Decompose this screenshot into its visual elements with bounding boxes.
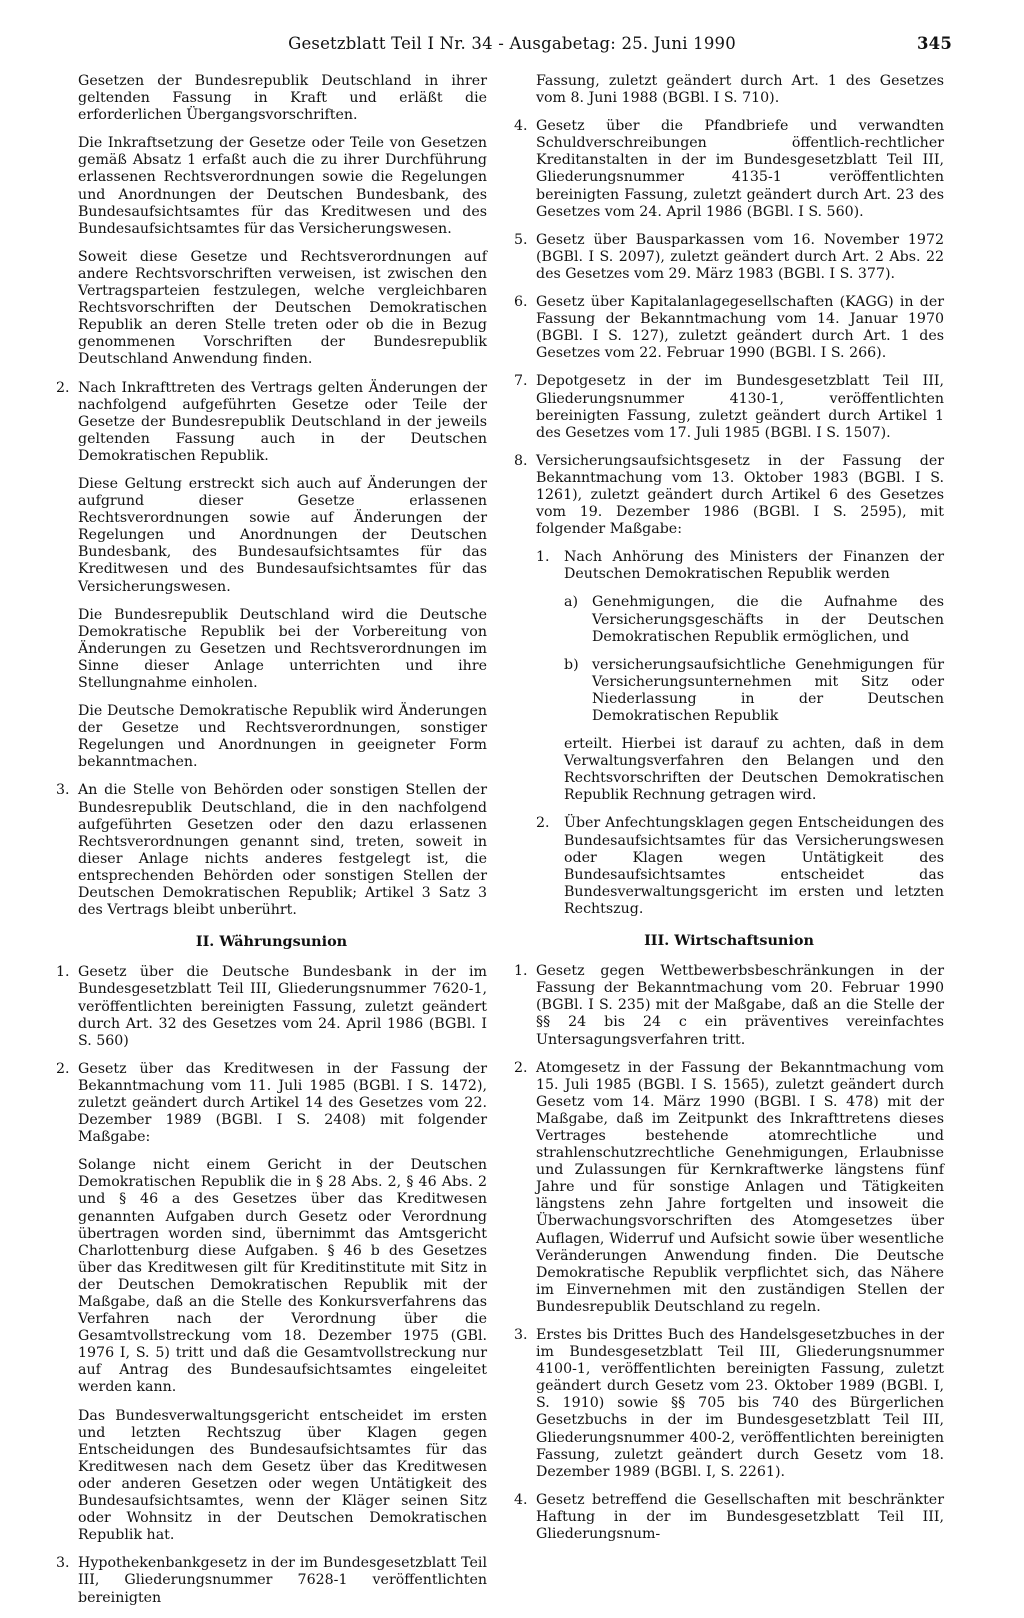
letter-item — [564, 657, 944, 725]
paragraph: Soweit diese Gesetze und Rechtsverordnungen auf andere Rechtsvorschriften verweisen, ist zwischen den Vertragsparteien festzulegen, welche vergleichbaren Rechtsvorschriften der Deutschen Demokratischen Republik an deren Stelle treten oder ob die in Bezug genommenen Vorschriften der Bundesrepublik Deutschland Anwendung finden. — [78, 248, 487, 368]
paragraph: Hypothekenbankgesetz in der im Bundesgesetzblatt Teil III, Gliederungsnummer 7628-1 veröffentlichten bereinigten — [78, 1555, 487, 1606]
item-number: 6. — [514, 294, 528, 311]
letter-item — [564, 594, 944, 645]
sub-item — [536, 815, 944, 918]
paragraph: Die Bundesrepublik Deutschland wird die Deutsche Demokratische Republik bei der Vorbereitung von Änderungen zu Gesetzen und Rechtsverordnungen im Sinne dieser Anlage unterrichten und ihre Stellungnahme einholen. — [78, 606, 487, 691]
section-heading: III. Wirtschaftsunion — [644, 932, 814, 950]
paragraph: Gesetz über die Pfandbriefe und verwandten Schuldverschreibungen öffentlich-rechtlicher Kreditanstalten in der im Bundesgesetzblatt Teil III, Gliederungsnummer 4135-1 veröffentlichten bereinigten Fassung, zuletzt geändert durch Art. 23 des Gesetzes vom 24. April 1986 (BGBl. I S. 560). — [536, 118, 944, 220]
paragraph: Über Anfechtungsklagen gegen Entscheidungen des Bundesaufsichtsamtes für das Versicherungswesen oder Klagen wegen Untätigkeit des Bundesaufsichtsamtes entscheidet das Bundesverwaltungsgericht im ersten und letzten Rechtszug. — [564, 815, 944, 917]
paragraph: Gesetz über das Kreditwesen in der Fassung der Bekanntmachung vom 11. Juli 1985 (BGBl. I S. 1472), zuletzt geändert durch Artikel 14 des Gesetzes vom 22. Dezember 1989 (BGBl. I S. 2408) mit folgender Maßgabe: — [78, 1060, 487, 1146]
left-column — [56, 73, 487, 1618]
list-item — [514, 1060, 944, 1316]
item-number: 4. — [514, 118, 528, 135]
paragraph: Die Deutsche Demokratische Republik wird Änderungen der Gesetze und Rechtsverordnungen, sonstiger Regelungen und Anordnungen in geeigneter Form bekanntmachen. — [78, 703, 487, 771]
item-number: 5. — [514, 231, 528, 248]
sub-item-number: 1. — [536, 549, 550, 566]
item-number: 1. — [56, 964, 70, 981]
list-item — [56, 1555, 487, 1606]
list-item — [514, 294, 944, 362]
paragraph: Das Bundesverwaltungsgericht entscheidet im ersten und letzten Rechtszug über Klagen gegen Entscheidungen des Bundesaufsichtsamtes für das Kreditwesen nach dem Gesetz über das Kreditwesen oder anderen Gesetzen oder wegen Untätigkeit des Bundesaufsichtsamtes, wenn der Kläger seinen Sitz oder Wohnsitz in der Deutschen Demokratischen Republik hat. — [78, 1407, 487, 1544]
page-header — [0, 28, 1024, 58]
list-item — [514, 232, 944, 283]
section-heading: II. Währungsunion — [195, 933, 348, 951]
item-number: 3. — [56, 1555, 70, 1572]
item-number: 8. — [514, 452, 528, 469]
header-title: Gesetzblatt Teil I Nr. 34 - Ausgabetag: 25. Juni 1990 — [288, 34, 736, 53]
paragraph: Gesetz über Bausparkassen vom 16. November 1972 (BGBl. I S. 2097), zuletzt geändert durch Art. 2 Abs. 22 des Gesetzes vom 29. März 1983 (BGBl. I S. 377). — [536, 231, 944, 282]
paragraph: Gesetzen der Bundesrepublik Deutschland in ihrer geltenden Fassung in Kraft und erläßt die erforderlichen Übergangsvorschriften. — [78, 73, 487, 124]
paragraph: Gesetz über Kapitalanlagegesellschaften (KAGG) in der Fassung der Bekanntmachung vom 14. Januar 1970 (BGBl. I S. 127), zuletzt geändert durch Art. 1 des Gesetzes vom 22. Februar 1990 (BGBl. I S. 266). — [536, 294, 944, 362]
list-item — [56, 1061, 487, 1545]
paragraph: Diese Geltung erstreckt sich auch auf Änderungen der aufgrund dieser Gesetze erlassenen Rechtsverordnungen sowie auf Änderungen der Regelungen und Anordnungen der Deutschen Bundesbank, des Bundesaufsichtsamtes für das Kreditwesen und des Bundesaufsichtsamtes für das Versicherungswesen. — [78, 475, 487, 595]
item-number: 2. — [56, 1060, 70, 1077]
page-number: 345 — [916, 34, 952, 53]
item-number: 3. — [514, 1327, 528, 1343]
list-item — [514, 373, 944, 441]
list-item — [514, 1492, 944, 1543]
item-number: 3. — [56, 782, 70, 799]
list-item — [56, 782, 487, 919]
list-item — [514, 118, 944, 221]
list-item — [514, 453, 944, 918]
list-item — [56, 380, 487, 772]
paragraph: versicherungsaufsichtliche Genehmigungen für Versicherungsunternehmen mit Sitz oder Niederlassung in der Deutschen Demokratischen Republik — [592, 656, 944, 724]
paragraph: Erstes bis Drittes Buch des Handelsgesetzbuches in der im Bundesgesetzblatt Teil III, Gliederungsnummer 4100-1, veröffentlichten bereinigten Fassung, zuletzt geändert durch Gesetz vom 23. Oktober 1989 (BGBl. I, S. 1910) sowie §§ 705 bis 740 des Bürgerlichen Gesetzbuchs in der im Bundesgesetzblatt Teil III, Gliederungsnummer 400-2, veröffentlichten bereinigten Fassung, zuletzt geändert durch Gesetz vom 18. Dezember 1989 (BGBl. I, S. 2261). — [536, 1327, 944, 1480]
sub-item-number: 2. — [536, 815, 550, 832]
list-item — [514, 963, 944, 1048]
paragraph: Atomgesetz in der Fassung der Bekanntmachung vom 15. Juli 1985 (BGBl. I S. 1565), zuletzt geändert durch Gesetz vom 14. März 1990 (BGBl. I S. 478) mit der Maßgabe, daß im Zeitpunkt des Inkrafttretens dieses Vertrages bestehende atomrechtliche und strahlenschutzrechtliche Genehmigungen, Erlaubnisse und Zulassungen für Kernkraftwerke längstens fünf Jahre und für sonstige Anlagen und Tätigkeiten längstens zehn Jahre fortgelten und insoweit die Überwachungsvorschriften des Atomgesetzes über Auflagen, Widerruf und Aufsicht sowie über wesentliche Veränderungen Anwendung finden. Die Deutsche Demokratische Republik verpflichtet sich, das Nähere im Einvernehmen mit den zuständigen Stellen der Bundesrepublik Deutschland zu regeln. — [536, 1059, 944, 1315]
letter-marker: b) — [564, 656, 579, 673]
sub-item — [536, 549, 944, 804]
paragraph: Versicherungsaufsichtsgesetz in der Fassung der Bekanntmachung vom 13. Oktober 1983 (BGBl. I S. 1261), zuletzt geändert durch Artikel 6 des Gesetzes vom 19. Dezember 1986 (BGBl. I S. 2595), mit folgender Maßgabe: — [536, 452, 944, 538]
letter-marker: a) — [564, 594, 578, 611]
paragraph: An die Stelle von Behörden oder sonstigen Stellen der Bundesrepublik Deutschland, die in den nachfolgend aufgeführten Gesetzen oder den dazu erlassenen Rechtsverordnungen genannt sind, treten, soweit in dieser Anlage nichts anderes festgelegt ist, die entsprechenden Behörden oder sonstigen Stellen der Deutschen Demokratischen Republik; Artikel 3 Satz 3 des Vertrags bleibt unberührt. — [78, 782, 487, 919]
paragraph: Gesetz gegen Wettbewerbsbeschränkungen in der Fassung der Bekanntmachung vom 20. Februar 1990 (BGBl. I S. 235) mit der Maßgabe, daß an die Stelle der §§ 24 bis 24 c ein präventives vereinfachtes Untersagungsverfahren tritt. — [536, 963, 944, 1048]
item-number: 2. — [56, 379, 70, 396]
list-item — [56, 964, 487, 1049]
paragraph: Genehmigungen, die die Aufnahme des Versicherungsgeschäfts in der Deutschen Demokratischen Republik ermöglichen, und — [592, 594, 944, 645]
paragraph: Solange nicht einem Gericht in der Deutschen Demokratischen Republik die in § 28 Abs. 2, § 46 Abs. 2 und § 46 a des Gesetzes über das Kreditwesen genannten Aufgaben durch Gesetz oder Verordnung übertragen worden sind, übernimmt das Amtsgericht Charlottenburg diese Aufgaben. § 46 b des Gesetzes über das Kreditwesen gilt für Kreditinstitute mit Sitz in der Deutschen Demokratischen Republik mit der Maßgabe, daß an die Stelle des Konkursverfahrens das Verfahren nach der Verordnung über die Gesamtvollstreckung vom 18. Dezember 1975 (GBl. 1976 I, S. 5) tritt und daß die Gesamtvollstreckung nur auf Antrag des Bundesaufsichtsamtes eingeleitet werden kann. — [78, 1157, 487, 1396]
paragraph: Depotgesetz in der im Bundesgesetzblatt Teil III, Gliederungsnummer 4130-1, veröffentlichten bereinigten Fassung, zuletzt geändert durch Artikel 1 des Gesetzes vom 17. Juli 1985 (BGBl. I S. 1507). — [536, 373, 944, 441]
item-number: 1. — [514, 963, 528, 980]
right-column — [514, 73, 944, 1554]
item-number: 2. — [514, 1059, 528, 1076]
item-number: 4. — [514, 1491, 528, 1508]
paragraph: Nach Anhörung des Ministers der Finanzen der Deutschen Demokratischen Republik werden — [564, 549, 944, 583]
paragraph: erteilt. Hierbei ist darauf zu achten, daß in dem Verwaltungsverfahren den Belangen und den Rechtsvorschriften der Deutschen Demokratischen Republik Rechnung getragen wird. — [564, 736, 944, 804]
paragraph: Nach Inkrafttreten des Vertrags gelten Änderungen der nachfolgend aufgeführten Gesetze oder Teile der Gesetze der Bundesrepublik Deutschland in der jeweils geltenden Fassung auch in der Deutschen Demokratischen Republik. — [78, 379, 487, 464]
paragraph: Fassung, zuletzt geändert durch Art. 1 des Gesetzes vom 8. Juni 1988 (BGBl. I S. 710). — [536, 73, 944, 107]
paragraph: Gesetz betreffend die Gesellschaften mit beschränkter Haftung in der im Bundesgesetzblatt Teil III, Gliederungsnum- — [536, 1491, 944, 1543]
list-item — [514, 1327, 944, 1481]
paragraph: Die Inkraftsetzung der Gesetze oder Teile von Gesetzen gemäß Absatz 1 erfaßt auch die zu ihrer Durchführung erlassenen Rechtsverordnungen sowie die Regelungen und Anordnungen der Deutschen Bundesbank, des Bundesaufsichtsamtes für das Kreditwesen und des Bundesaufsichtsamtes für das Versicherungswesen. — [78, 135, 487, 237]
paragraph: Gesetz über die Deutsche Bundesbank in der im Bundesgesetzblatt Teil III, Gliederungsnummer 7620-1, veröffentlichten bereinigten Fassung, zuletzt geändert durch Art. 32 des Gesetzes vom 24. April 1986 (BGBl. I S. 560) — [78, 964, 487, 1049]
item-number: 7. — [514, 373, 528, 390]
